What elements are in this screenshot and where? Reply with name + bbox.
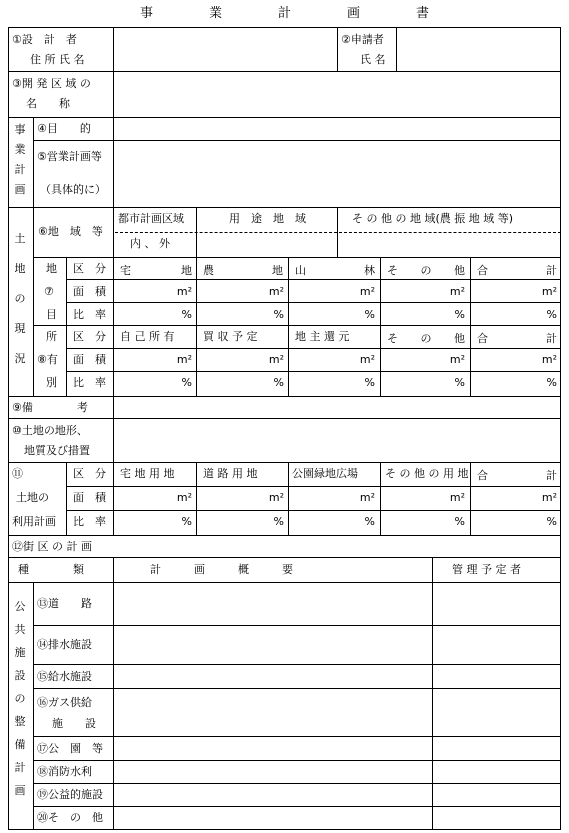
cat7-col1: 宅 地 xyxy=(120,264,192,277)
purpose-field[interactable] xyxy=(114,118,560,139)
business-plan-label-2: （具体的に） xyxy=(40,183,106,196)
remarks-label: ⑨備 考 xyxy=(12,401,88,414)
other-zone-label: そ の 他 の 地 域(農 振 地 域 等) xyxy=(352,212,514,225)
cat8-col1: 自 己 所 有 xyxy=(120,330,175,343)
plan-summary-header: 計 画 概 要 xyxy=(150,563,293,576)
landuse-col5: 合 計 xyxy=(477,469,557,482)
purpose-label: ④目 的 xyxy=(37,122,91,135)
landuse-label: 土地の xyxy=(16,491,49,504)
ownership-side: 所 xyxy=(46,330,57,343)
unit-area: m² xyxy=(359,353,375,366)
cat7-col5: 合 計 xyxy=(477,264,557,277)
unit-percent: % xyxy=(181,308,192,321)
facility-water-supply: ⑮給水施設 xyxy=(37,670,92,683)
unit-percent: % xyxy=(454,515,465,528)
cat8-col2: 買 収 予 定 xyxy=(203,330,258,343)
unit-percent: % xyxy=(546,308,557,321)
land-side-label: 土 地 の 現 況 xyxy=(14,232,26,365)
land-category-side: 地 xyxy=(46,262,57,275)
ownership-side: ⑧有 xyxy=(37,353,58,366)
facility-public-benefit: ⑲公益的施設 xyxy=(37,788,103,801)
cat8-col5: 合 計 xyxy=(477,332,557,345)
unit-area: m² xyxy=(176,353,192,366)
designer-field[interactable] xyxy=(114,28,336,70)
unit-percent: % xyxy=(454,308,465,321)
zone-label: ⑥地 域 等 xyxy=(38,225,103,238)
area-label: 面 積 xyxy=(73,353,106,366)
business-side-label: 事 業 計 画 xyxy=(14,123,26,196)
ratio-label: 比 率 xyxy=(73,308,106,321)
kind-header: 種 類 xyxy=(18,563,84,576)
terrain-field[interactable] xyxy=(114,419,560,461)
facility-drainage: ⑭排水施設 xyxy=(37,638,92,651)
cat8-col4: そ の 他 xyxy=(387,332,465,345)
unit-area: m² xyxy=(449,491,465,504)
landuse-col1: 宅 地 用 地 xyxy=(120,467,175,480)
applicant-label: ②申請者 xyxy=(341,33,384,46)
cat8-col3: 地 主 還 元 xyxy=(295,330,350,343)
unit-percent: % xyxy=(273,376,284,389)
ratio-label: 比 率 xyxy=(73,515,106,528)
area-name-label-2: 名 称 xyxy=(26,97,70,110)
landuse-col4: そ の 他 の 用 地 xyxy=(385,467,469,480)
ratio-label: 比 率 xyxy=(73,376,106,389)
cat7-col3: 山 林 xyxy=(295,264,375,277)
road-plan-field[interactable] xyxy=(114,583,431,624)
unit-percent: % xyxy=(364,376,375,389)
area-name-label: ③開 発 区 域 の xyxy=(12,77,91,90)
unit-area: m² xyxy=(359,491,375,504)
applicant-name-label: 氏 名 xyxy=(360,53,386,66)
cat7-col4: そ の 他 xyxy=(387,264,465,277)
ownership-side: 別 xyxy=(46,376,57,389)
unit-area: m² xyxy=(449,285,465,298)
area-label: 面 積 xyxy=(73,491,106,504)
road-manager-field[interactable] xyxy=(433,583,560,624)
unit-percent: % xyxy=(546,376,557,389)
facility-fire-water: ⑱消防水利 xyxy=(37,765,92,778)
unit-percent: % xyxy=(273,308,284,321)
unit-area: m² xyxy=(541,285,557,298)
title-char: 書 xyxy=(416,5,430,21)
landuse-label-2: 利用計画 xyxy=(12,515,56,528)
applicant-field[interactable] xyxy=(397,28,560,70)
title-char: 業 xyxy=(208,5,222,21)
facilities-side-label: 公 共 施 設 の 整 備 計 画 xyxy=(14,600,26,797)
unit-percent: % xyxy=(364,515,375,528)
cat7-col2: 農 地 xyxy=(203,264,283,277)
unit-area: m² xyxy=(449,353,465,366)
block-plan-label: ⑫街 区 の 計 画 xyxy=(12,540,92,553)
title-char: 計 xyxy=(277,5,291,21)
unit-percent: % xyxy=(181,515,192,528)
unit-area: m² xyxy=(268,491,284,504)
document-title xyxy=(0,0,569,22)
landuse-col3: 公園緑地広場 xyxy=(292,467,358,480)
category-label: 区 分 xyxy=(73,262,106,275)
business-plan-label: ⑤営業計画等 xyxy=(37,150,102,163)
landuse-col2: 道 路 用 地 xyxy=(203,467,258,480)
unit-area: m² xyxy=(541,353,557,366)
area-name-field[interactable] xyxy=(114,72,560,116)
land-category-side: 目 xyxy=(46,308,57,321)
unit-area: m² xyxy=(176,285,192,298)
facility-road: ⑬道 路 xyxy=(37,597,92,610)
terrain-label-2: 地質及び措置 xyxy=(24,444,90,457)
remarks-field[interactable] xyxy=(114,397,560,417)
facility-gas-supply-2: 施 設 xyxy=(52,717,96,730)
manager-header: 管 理 予 定 者 xyxy=(452,563,521,576)
use-zone-label: 用 途 地 域 xyxy=(229,212,306,225)
area-label: 面 積 xyxy=(73,285,106,298)
unit-percent: % xyxy=(181,376,192,389)
title-char: 画 xyxy=(347,5,361,21)
designer-label: ①設 計 者 xyxy=(12,33,77,46)
urban-in-out-label: 内 、 外 xyxy=(130,237,170,250)
unit-area: m² xyxy=(268,285,284,298)
facility-park: ⑰公 園 等 xyxy=(37,742,103,755)
unit-area: m² xyxy=(541,491,557,504)
category-label: 区 分 xyxy=(73,330,106,343)
unit-area: m² xyxy=(359,285,375,298)
designer-address-label: 住 所 氏 名 xyxy=(30,53,85,66)
landuse-number: ⑪ xyxy=(12,467,23,480)
unit-percent: % xyxy=(364,308,375,321)
unit-area: m² xyxy=(268,353,284,366)
category-label: 区 分 xyxy=(73,467,106,480)
urban-area-label: 都市計画区域 xyxy=(118,212,184,225)
unit-percent: % xyxy=(273,515,284,528)
business-plan-field[interactable] xyxy=(114,141,560,206)
facility-gas-supply: ⑯ガス供給 xyxy=(37,696,92,709)
unit-area: m² xyxy=(176,491,192,504)
title-char: 事 xyxy=(139,5,153,21)
terrain-label: ⑩土地の地形、 xyxy=(12,424,88,437)
land-category-side: ⑦ xyxy=(44,285,54,298)
unit-percent: % xyxy=(546,515,557,528)
facility-other: ⑳そ の 他 xyxy=(37,811,103,824)
unit-percent: % xyxy=(454,376,465,389)
